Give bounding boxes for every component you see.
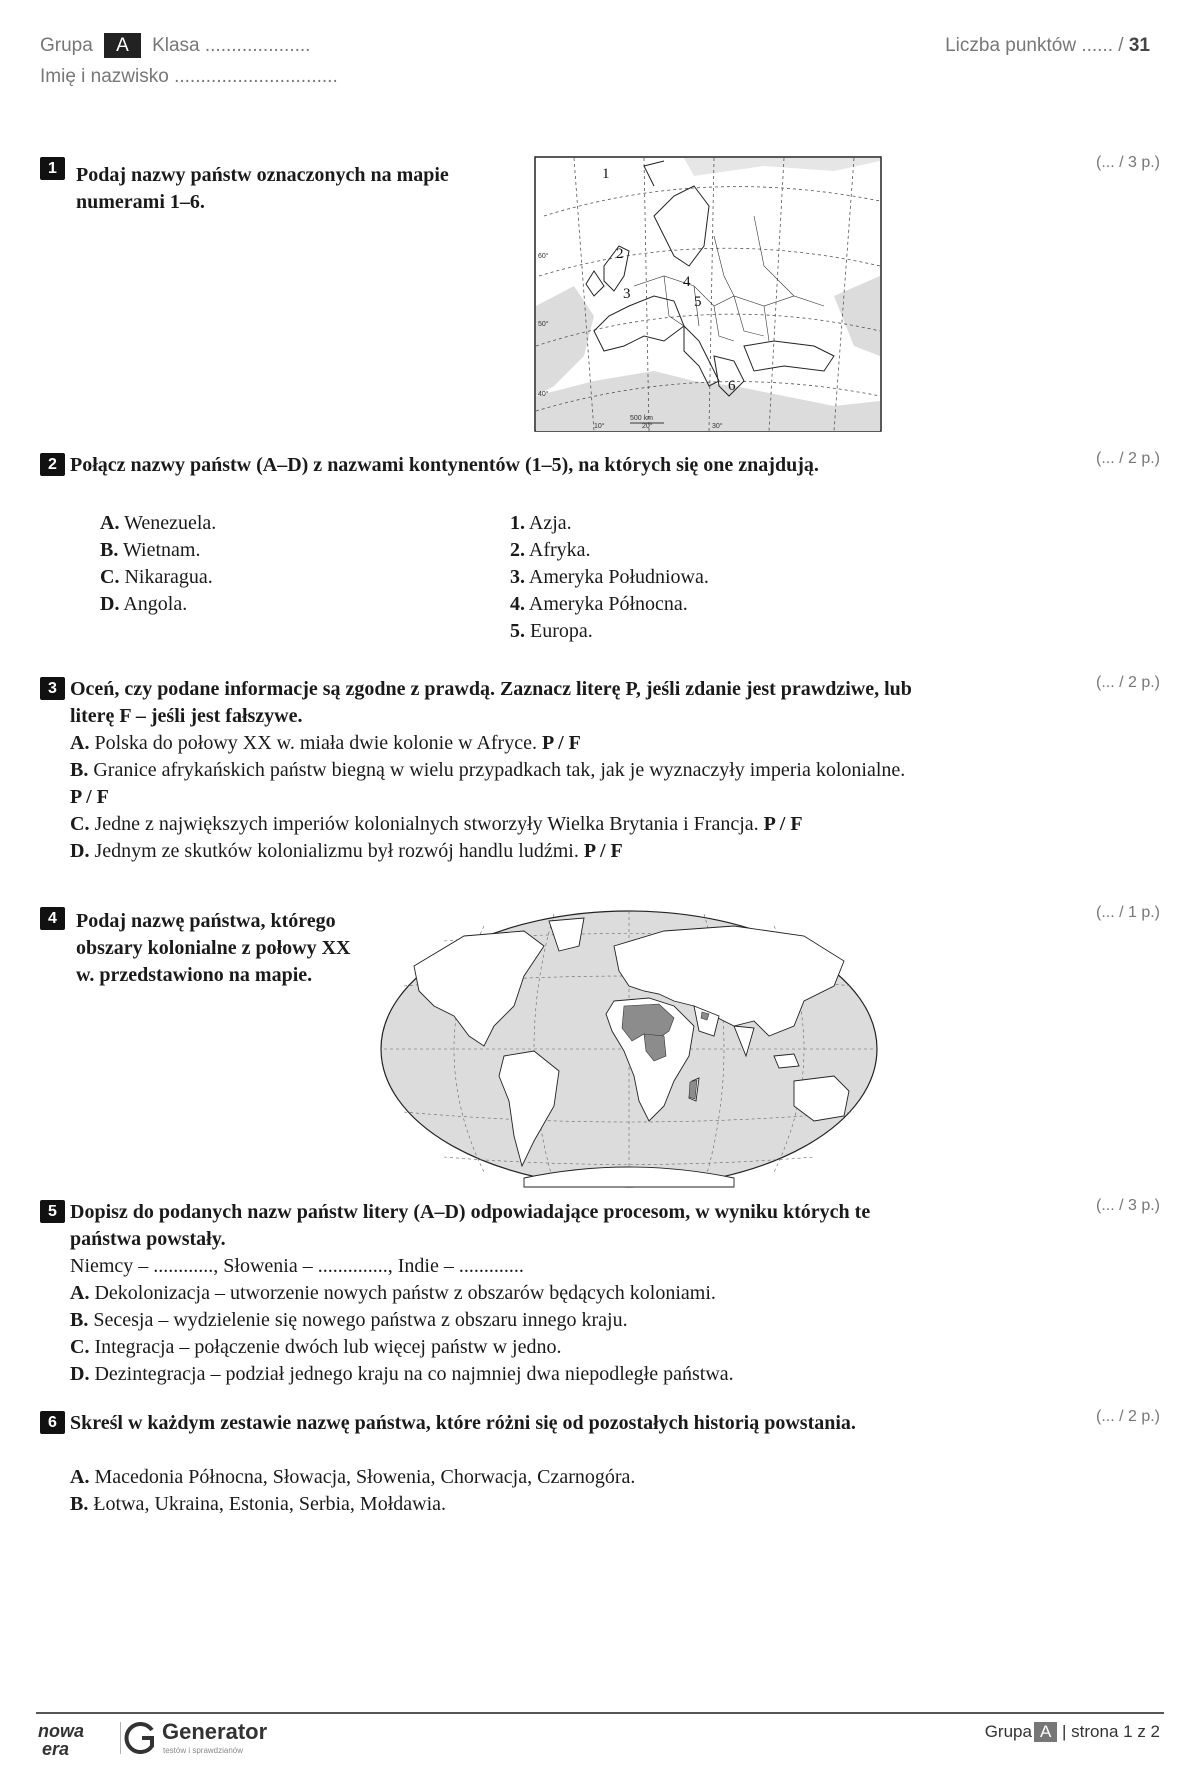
generator-logo-icon [120, 1720, 156, 1756]
task-number: 5 [40, 1200, 65, 1223]
list-item: 4. Ameryka Północna. [510, 593, 688, 615]
task-question: Oceń, czy podane informacje są zgodne z prawdą. Zaznacz literę P, jeśli zdanie jest prawdziwe, lub literę F – jeśli jest fałszywe. [70, 678, 912, 727]
points-label: Liczba punktów ...... / [945, 35, 1124, 56]
map-marker: 6 [728, 378, 736, 394]
task-number: 2 [40, 453, 65, 476]
map-marker: 4 [683, 274, 691, 290]
footer-group-badge: A [1034, 1722, 1057, 1742]
map-coord-label: 20° [642, 423, 653, 430]
task-question: Dopisz do podanych nazw państw litery (A–D) odpowiadające procesom, w wyniku których te państwa powstały. [70, 1201, 871, 1250]
fill-line[interactable]: Niemcy – ............, Słowenia – .............., Indie – ............. [70, 1255, 524, 1277]
list-item: C. Integracja – połączenie dwóch lub więcej państw w jedno. [70, 1336, 562, 1358]
map-coord-label: 30° [712, 423, 723, 430]
class-field: Klasa .................... [152, 35, 311, 56]
task-question: Połącz nazwy państw (A–D) z nazwami kontynentów (1–5), na których się one znajdują. [70, 454, 819, 476]
list-item: 1. Azja. [510, 512, 572, 534]
map-coord-label: 40° [538, 391, 549, 398]
footer-page-info: Grupa A | strona 1 z 2 [984, 1722, 1160, 1741]
task-5 [40, 1195, 1160, 1385]
header-left [40, 30, 338, 92]
task-2 [40, 448, 1160, 648]
task-6 [40, 1406, 1160, 1536]
header-right [945, 30, 1150, 61]
task-points: (... / 2 p.) [1095, 1408, 1160, 1425]
europe-map [534, 156, 882, 432]
list-item: C. Nikaragua. [100, 566, 213, 588]
task-points: (... / 3 p.) [1095, 154, 1160, 171]
pf-choice[interactable]: P / F [583, 840, 623, 862]
list-item: B. Łotwa, Ukraina, Estonia, Serbia, Mołdawia. [70, 1493, 447, 1515]
list-item: 2. Afryka. [510, 539, 591, 561]
map-coord-label: 50° [538, 321, 549, 328]
list-item: 3. Ameryka Południowa. [510, 566, 709, 588]
map-scale-label: 500 km [630, 415, 653, 422]
list-item: D. Angola. [100, 593, 188, 615]
list-item: 5. Europa. [510, 620, 593, 642]
map-coord-label: 60° [538, 253, 549, 260]
list-item: A. Macedonia Północna, Słowacja, Słowenia, Chorwacja, Czarnogóra. [70, 1466, 636, 1488]
task-3 [40, 672, 1160, 892]
pf-choice[interactable]: P / F [763, 813, 803, 835]
list-item: A. Polska do połowy XX w. miała dwie kolonie w Afryce. P / F [70, 732, 581, 754]
processes-list [70, 1253, 950, 1388]
task-number: 4 [40, 907, 65, 930]
map-marker: 2 [616, 246, 624, 262]
task-number: 1 [40, 157, 65, 180]
task-points: (... / 1 p.) [1095, 904, 1160, 921]
countries-list [100, 510, 216, 618]
page-indicator: | strona 1 z 2 [1062, 1722, 1160, 1741]
continents-list [510, 510, 709, 645]
task-points: (... / 2 p.) [1095, 674, 1160, 691]
list-item: D. Jednym ze skutków kolonializmu był rozwój handlu ludźmi. P / F [70, 840, 623, 862]
group-badge: A [104, 33, 141, 58]
generator-subtitle: testów i sprawdzianów [163, 1746, 244, 1755]
name-field: Imię i nazwisko ............................... [40, 66, 338, 87]
list-item: C. Jedne z największych imperiów kolonialnych stworzyły Wielka Brytania i Francja. P / F [70, 813, 803, 835]
points-total: 31 [1128, 35, 1150, 56]
task-question: Podaj nazwy państw oznaczonych na mapie numerami 1–6. [76, 164, 449, 213]
statements [70, 730, 910, 865]
task-question: Skreśl w każdym zestawie nazwę państwa, które różni się od pozostałych historią powstania. [70, 1412, 856, 1434]
map-marker: 3 [623, 286, 631, 302]
task-question: Podaj nazwę państwa, którego obszary kolonialne z połowy XX w. przedstawiono na mapie. [76, 910, 351, 986]
map-coord-label: 10° [594, 423, 605, 430]
list-item: A. Dekolonizacja – utworzenie nowych państw z obszarów będących koloniami. [70, 1282, 716, 1304]
task-number: 6 [40, 1411, 65, 1434]
world-map [374, 906, 884, 1192]
footer-divider [36, 1712, 1164, 1714]
list-item: D. Dezintegracja – podział jednego kraju na co najmniej dwa niepodległe państwa. [70, 1363, 734, 1385]
pf-choice[interactable]: P / F [541, 732, 581, 754]
task-points: (... / 2 p.) [1095, 450, 1160, 467]
list-item: B. Secesja – wydzielenie się nowego państwa z obszaru innego kraju. [70, 1309, 628, 1331]
nowa-era-logo: nowa era [38, 1721, 85, 1759]
map-marker: 5 [694, 294, 702, 310]
sets-list [70, 1464, 950, 1518]
list-item: B. Granice afrykańskich państw biegną w wielu przypadkach tak, jak je wyznaczyły imperia kolonialne. P / F [70, 759, 906, 808]
generator-brand: Generator [162, 1719, 268, 1744]
pf-choice[interactable]: P / F [70, 786, 109, 808]
task-points: (... / 3 p.) [1095, 1197, 1160, 1214]
map-marker: 1 [602, 166, 610, 182]
group-label: Grupa [40, 35, 93, 56]
list-item: A. Wenezuela. [100, 512, 217, 534]
list-item: B. Wietnam. [100, 539, 201, 561]
task-number: 3 [40, 677, 65, 700]
